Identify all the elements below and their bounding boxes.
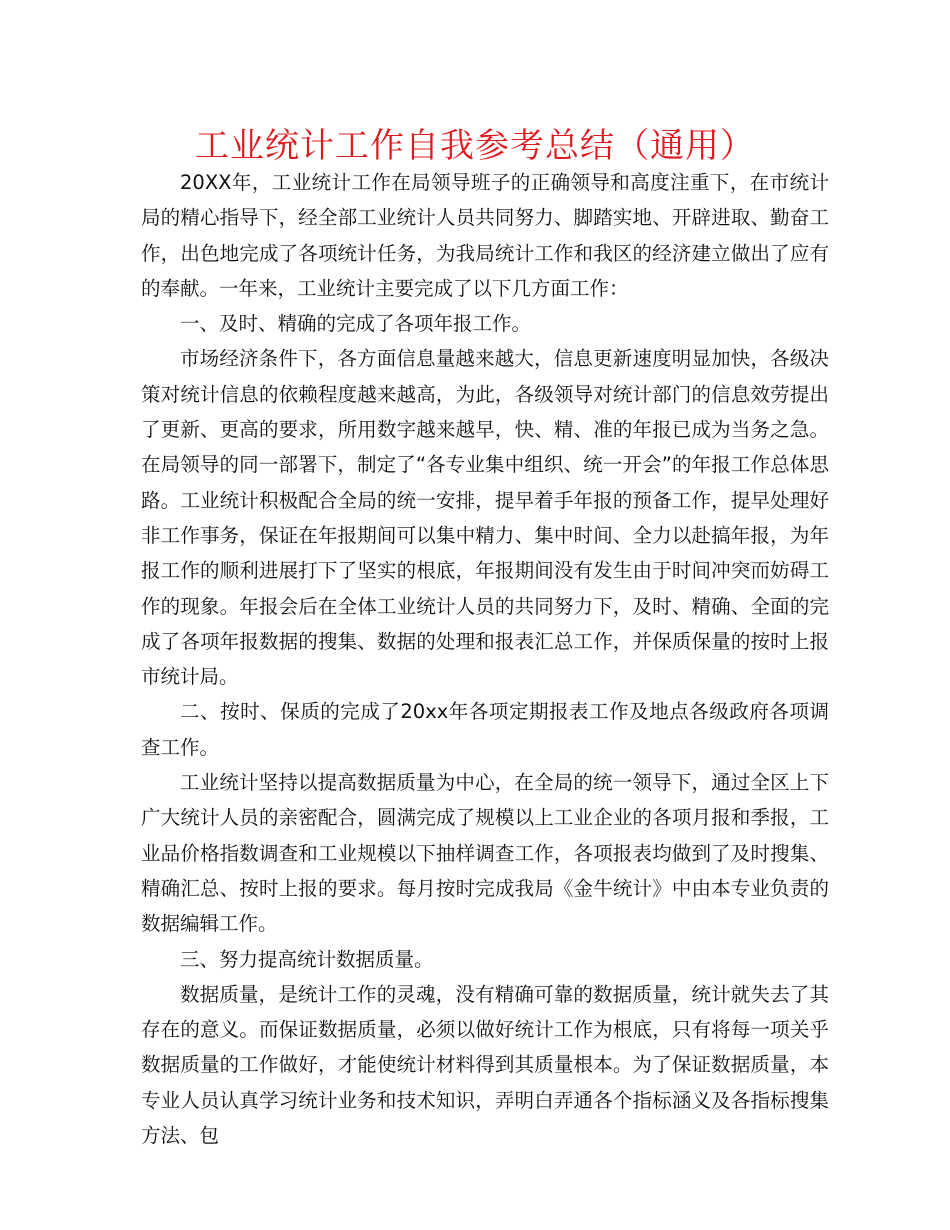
section-heading-1: 一、及时、精确的完成了各项年报工作。 <box>180 312 532 336</box>
paragraph-periodic-reports: 工业统计坚持以提高数据质量为中心，在全局的统一领导下，通过全区上下广大统计人员的亲密配合，圆满完成了规模以上工业企业的各项月报和季报，工业品价格指数调查和工业规模以下抽样调查工作，各项报表均做到了及时搜集、精确汇总、按时上报的要求。每月按时完成我局《金牛统计》中由本专业负责的数据编辑工作。 <box>141 771 829 936</box>
section-heading-3: 三、努力提高统计数据质量。 <box>180 947 434 971</box>
document-title: 工业统计工作自我参考总结（通用） <box>195 126 755 166</box>
paragraph-annual-report: 市场经济条件下，各方面信息量越来越大，信息更新速度明显加快，各级决策对统计信息的依赖程度越来越高，为此，各级领导对统计部门的信息效劳提出了更新、更高的要求，所用数字越来越早，快、精、准的年报已成为当务之急。在局领导的同一部署下，制定了“各专业集中组织、统一开会”的年报工作总体思路。工业统计积极配合全局的统一安排，提早着手年报的预备工作，提早处理好非工作事务，保证在年报期间可以集中精力、集中时间、全力以赴搞年报，为年报工作的顺利进展打下了坚实的根底，年报期间没有发生由于时间冲突而妨碍工作的现象。年报会后在全体工业统计人员的共同努力下，及时、精确、全面的完成了各项年报数据的搜集、数据的处理和报表汇总工作，并保质保量的按时上报市统计局。 <box>141 347 829 689</box>
document-body <box>141 165 829 1153</box>
paragraph-data-quality: 数据质量，是统计工作的灵魂，没有精确可靠的数据质量，统计就失去了其存在的意义。而保证数据质量，必须以做好统计工作为根底，只有将每一项关乎数据质量的工作做好，才能使统计材料得到其质量根本。为了保证数据质量，本专业人员认真学习统计业务和技术知识，弄明白弄通各个指标涵义及各指标搜集方法、包 <box>141 982 829 1148</box>
section-heading-2: 二、按时、保质的完成了20xx年各项定期报表工作及地点各级政府各项调查工作。 <box>141 700 829 759</box>
paragraph-intro: 20XX年，工业统计工作在局领导班子的正确领导和高度注重下，在市统计局的精心指导下，经全部工业统计人员共同努力、脚踏实地、开辟进取、勤奋工作，出色地完成了各项统计任务，为我局统计工作和我区的经济建立做出了应有的奉献。一年来，工业统计主要完成了以下几方面工作： <box>141 171 829 300</box>
